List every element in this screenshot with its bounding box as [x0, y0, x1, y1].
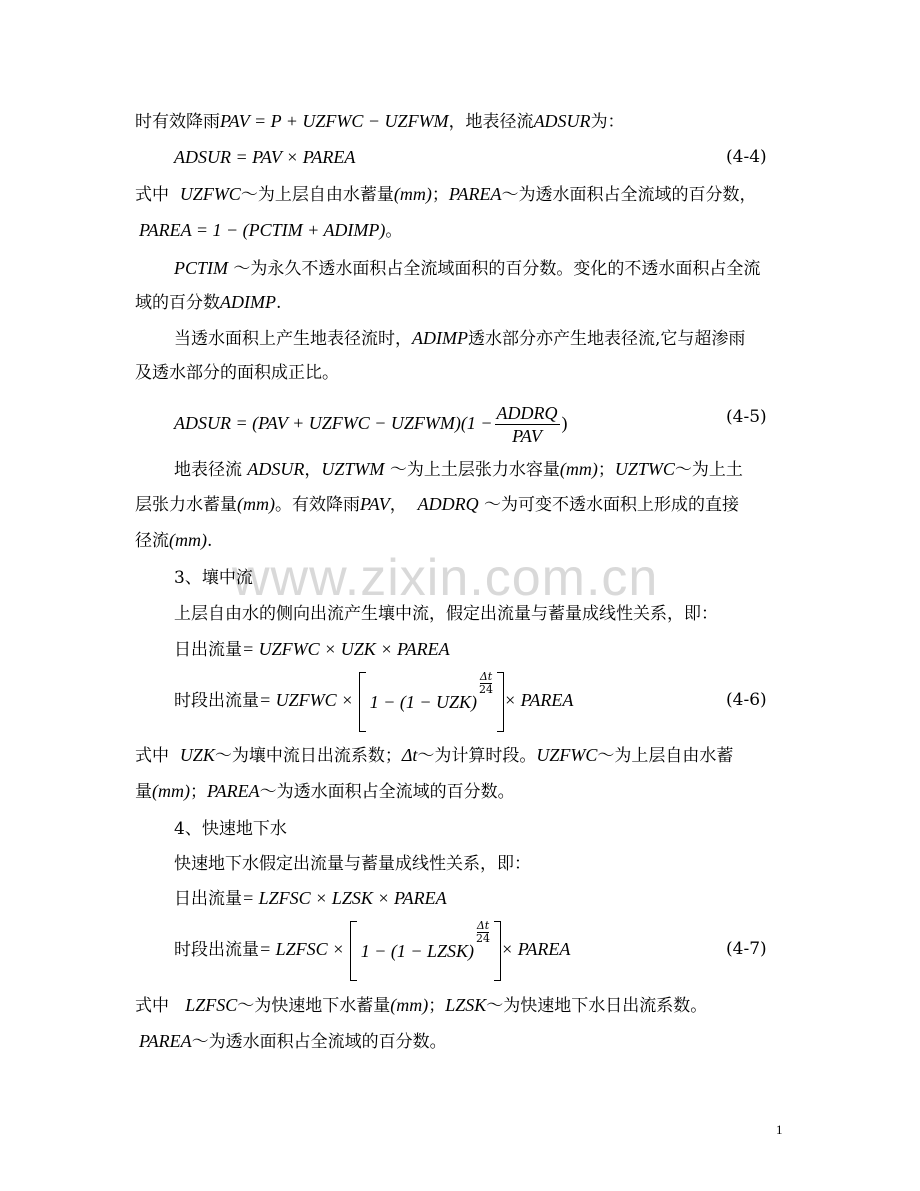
- page-number: 1: [776, 1122, 783, 1137]
- left-bracket: [359, 672, 366, 732]
- paragraph-line: [135, 492, 739, 517]
- variable: ADIMP: [220, 292, 276, 312]
- watermark: www.zixin.com.cn: [232, 549, 659, 607]
- text: 式中: [135, 746, 169, 766]
- exponent-numerator: Δt: [476, 919, 490, 932]
- paragraph-line: [174, 326, 745, 351]
- paragraph-line: [135, 743, 733, 768]
- text: ～为上土: [674, 460, 743, 480]
- equation-number: (4-7): [726, 939, 767, 959]
- text: 时段出流量: [174, 940, 259, 960]
- unit: (mm): [393, 184, 432, 204]
- paragraph-line: [135, 290, 281, 315]
- text: ；: [431, 185, 449, 205]
- text: ；: [597, 460, 615, 480]
- variable: ADIMP: [412, 328, 468, 348]
- text: 日出流量: [174, 889, 242, 909]
- equation: ADSUR = PAV × PAREA: [174, 147, 356, 167]
- variable: Δt: [401, 745, 418, 765]
- text: 时段出流量: [174, 691, 259, 711]
- equation-4-4: [174, 145, 355, 170]
- text: 。: [385, 221, 403, 241]
- text: 式中: [135, 996, 169, 1016]
- text: ～为壤中流日出流系数；: [214, 746, 402, 766]
- text: 及透水部分的面积成正比。: [135, 363, 339, 383]
- equation-number: (4-5): [726, 407, 767, 427]
- text: 层张力水蓄量: [135, 495, 237, 515]
- text: ，: [389, 495, 407, 515]
- text: 径流: [135, 531, 169, 551]
- equation-number: (4-6): [726, 690, 767, 710]
- unit: (mm): [237, 494, 275, 514]
- variable: PCTIM: [174, 258, 228, 278]
- text: ～为上土层张力水容量: [389, 460, 560, 480]
- text: .: [275, 293, 282, 313]
- text: ；: [190, 782, 207, 802]
- equation-4-6: [174, 670, 573, 730]
- equation: × PAREA: [501, 939, 571, 959]
- equation: 1 − (1 − UZK): [369, 691, 478, 712]
- equation: = LZFSC × LZSK × PAREA: [242, 888, 447, 908]
- equation-number: (4-4): [726, 147, 767, 167]
- paragraph-line: [135, 528, 212, 553]
- equation-line: [174, 886, 447, 911]
- unit: (mm): [559, 459, 598, 479]
- exponent-numerator: Δt: [479, 670, 493, 683]
- equation: 1 − (1 − LZSK): [360, 940, 475, 961]
- unit: (mm): [390, 995, 429, 1015]
- text: 透水部分亦产生地表径流,它与超渗雨: [467, 329, 746, 349]
- paragraph-line: [135, 182, 756, 207]
- numerator: ADDRQ: [496, 403, 558, 423]
- exponent-denominator: 24: [479, 683, 494, 696]
- text: 当透水面积上产生地表径流时，: [174, 329, 412, 349]
- text: ～为透水面积占全流域的百分数。: [191, 1032, 447, 1052]
- text: ～为上层自由水蓄: [597, 746, 734, 766]
- variable: PAREA: [139, 1031, 192, 1051]
- equation-inline: PAV = P + UZFWC − UZFWM: [220, 111, 449, 131]
- text: 量: [135, 782, 152, 802]
- equation-line: [174, 637, 450, 662]
- right-bracket: [494, 921, 501, 981]
- text: ～为永久不透水面积占全流域面积的百分数。变化的不透水面积占全流: [233, 259, 761, 279]
- paragraph-line: [135, 109, 625, 134]
- text: 式中: [135, 185, 169, 205]
- equation: × PAREA: [504, 690, 574, 710]
- text: ～为快速地下水蓄量: [237, 996, 391, 1016]
- fraction: [495, 402, 560, 447]
- text: ，地表径流: [448, 112, 534, 132]
- text: ～为上层自由水蓄量: [240, 185, 394, 205]
- variable: UZTWM: [321, 459, 385, 479]
- variable: UZTWC: [614, 459, 675, 479]
- bracket-group: [359, 672, 504, 732]
- equation-4-5: [174, 398, 568, 448]
- equation: = UZFWC ×: [259, 690, 354, 710]
- exponent: [476, 920, 490, 945]
- text: 为：: [590, 112, 625, 132]
- paragraph-line: [174, 256, 760, 281]
- variable: UZK: [179, 745, 215, 765]
- variable: UZFWC: [536, 745, 598, 765]
- text: ～为透水面积占全流域的百分数。: [259, 782, 515, 802]
- variable: PAV: [360, 494, 390, 514]
- variable: LZFSC: [185, 995, 238, 1015]
- text: .: [207, 531, 213, 551]
- exponent: [479, 671, 493, 696]
- text: ～为可变不透水面积上形成的直接: [484, 495, 739, 515]
- denominator: PAV: [512, 426, 542, 446]
- variable: PAREA: [448, 184, 502, 204]
- section-heading: 4、快速地下水: [174, 819, 287, 839]
- variable: UZFWC: [179, 184, 241, 204]
- left-bracket: [350, 921, 357, 981]
- equation: ): [561, 413, 568, 433]
- paragraph-line: 快速地下水假定出流量与蓄量成线性关系，即：: [174, 854, 531, 874]
- paragraph-line: [174, 457, 743, 482]
- text: 域的百分数: [135, 293, 220, 313]
- text: ；: [428, 996, 446, 1016]
- text: 时有效降雨: [135, 112, 220, 132]
- paragraph-line: [135, 361, 339, 385]
- text: 。有效降雨: [275, 495, 360, 515]
- paragraph-line: [139, 1029, 447, 1054]
- exponent-denominator: 24: [476, 932, 491, 945]
- right-bracket: [497, 672, 504, 732]
- equation: = LZFSC ×: [259, 939, 345, 959]
- equation: = UZFWC × UZK × PAREA: [242, 639, 450, 659]
- text: 日出流量: [174, 640, 242, 660]
- unit: (mm): [169, 530, 207, 550]
- paragraph-line: 上层自由水的侧向出流产生壤中流，假定出流量与蓄量成线性关系，即：: [174, 604, 718, 624]
- text: ～为透水面积占全流域的百分数，: [501, 185, 757, 205]
- text: ～为计算时段。: [417, 746, 537, 766]
- section-heading: 3、壤中流: [174, 568, 253, 588]
- equation-4-7: [174, 919, 570, 979]
- equation: ADSUR = (PAV + UZFWC − UZFWM)(1 −: [174, 413, 493, 433]
- text: ，: [304, 460, 322, 480]
- equation-inline: PAREA = 1 − (PCTIM + ADIMP): [139, 220, 386, 240]
- text: ～为快速地下水日出流系数。: [486, 996, 708, 1016]
- paragraph-line: [135, 779, 515, 804]
- variable: ADSUR: [247, 459, 305, 479]
- paragraph-line: [139, 218, 402, 243]
- bracket-group: [350, 921, 501, 981]
- unit: (mm): [152, 781, 190, 801]
- variable: ADDRQ: [417, 494, 479, 514]
- variable: PAREA: [207, 781, 260, 801]
- paragraph-line: [135, 993, 707, 1018]
- variable: ADSUR: [533, 111, 591, 131]
- text: 地表径流: [174, 460, 242, 480]
- variable: LZSK: [445, 995, 487, 1015]
